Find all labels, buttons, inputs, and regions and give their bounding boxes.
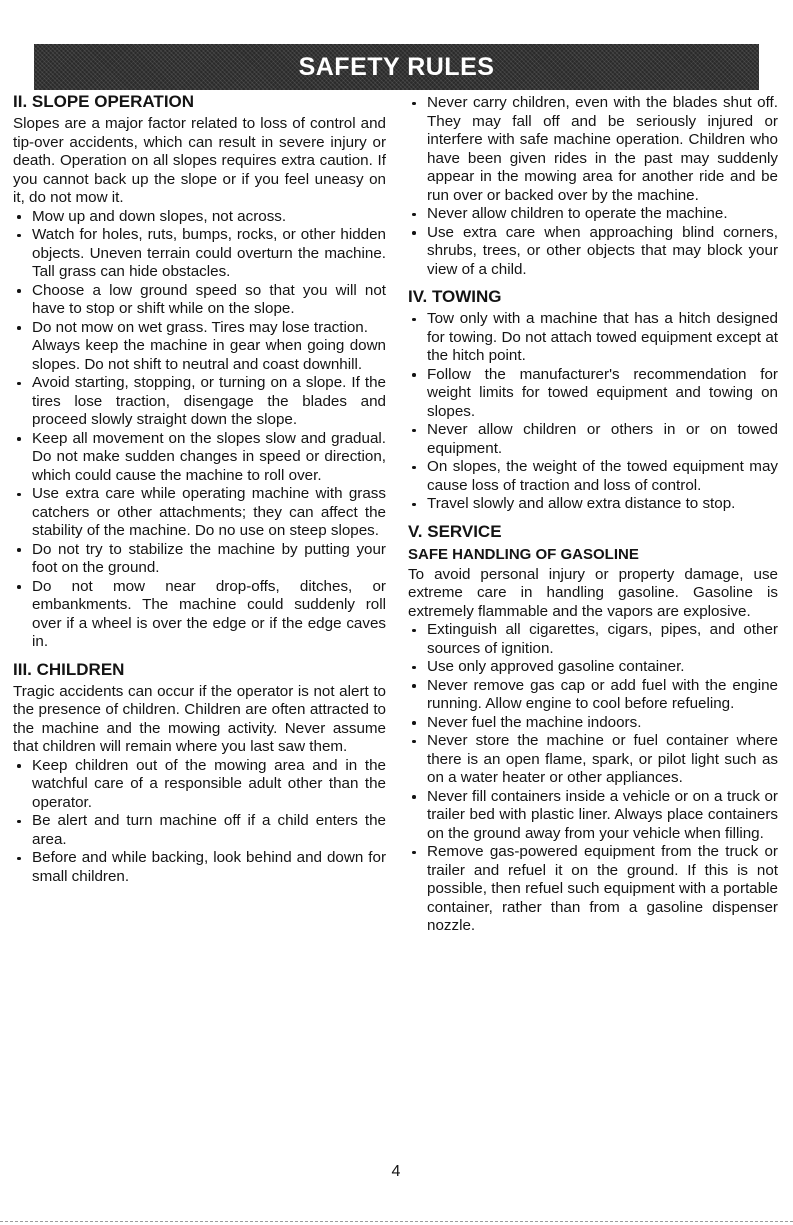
list-item: Never carry children, even with the blades shut off. They may fall off and be seriously injured or interfere with safe machine operation. Children who have been given rides in the past may suddenly appear in the mowing area for another ride and be run over or backed over by the machine. <box>408 94 778 205</box>
list-item: Keep all movement on the slopes slow and gradual. Do not make sudden changes in speed or direction, which could cause the machine to roll over. <box>13 430 386 486</box>
list-item: On slopes, the weight of the towed equipment may cause loss of traction and loss of control. <box>408 458 778 495</box>
list-item: Tow only with a machine that has a hitch designed for towing. Do not attach towed equipment except at the hitch point. <box>408 310 778 366</box>
list-item: Never fill containers inside a vehicle or on a truck or trailer bed with plastic liner. Always place containers on the ground away from your vehicle when filling. <box>408 788 778 844</box>
list-item: Travel slowly and allow extra distance to stop. <box>408 495 778 514</box>
list-item: Follow the manufacturer's recommendation for weight limits for towed equipment and towing on slopes. <box>408 366 778 422</box>
service-intro: To avoid personal injury or property damage, use extreme care in handling gasoline. Gasoline is extremely flammable and the vapors are explosive. <box>408 565 778 620</box>
list-item: Keep children out of the mowing area and in the watchful care of a responsible adult other than the operator. <box>13 757 386 813</box>
list-item-text: Do not mow on wet grass. Tires may lose traction. <box>32 318 368 336</box>
children-heading: III. CHILDREN <box>13 659 125 679</box>
list-item: Remove gas-powered equipment from the truck or trailer and refuel it on the ground. If this is not possible, then refuel such equipment with a portable container, rather than from a gasoline dispenser nozzle. <box>408 843 778 936</box>
list-item: Do not mow near drop-offs, ditches, or embankments. The machine could suddenly roll over if a wheel is over the edge or if the edge caves in. <box>13 578 386 652</box>
bottom-divider <box>0 1221 793 1222</box>
list-item <box>13 319 386 375</box>
list-item: Before and while backing, look behind and down for small children. <box>13 849 386 886</box>
list-item: Choose a low ground speed so that you will not have to stop or shift while on the slope. <box>13 282 386 319</box>
children-intro: Tragic accidents can occur if the operator is not alert to the presence of children. Children are often attracted to the machine and the mowing activity. Never assume that children will remain where you last saw them. <box>13 682 386 755</box>
list-item: Use only approved gasoline container. <box>408 658 778 677</box>
section-banner <box>34 44 759 90</box>
service-list <box>408 621 778 936</box>
list-item: Never fuel the machine indoors. <box>408 714 778 733</box>
slope-heading: II. SLOPE OPERATION <box>13 92 195 111</box>
towing-list <box>408 310 778 514</box>
gasoline-subheading: SAFE HANDLING OF GASOLINE <box>408 545 639 563</box>
page-number: 4 <box>391 1163 401 1180</box>
list-item: Never store the machine or fuel container where there is an open flame, spark, or pilot light such as on a water heater or other appliances. <box>408 732 778 788</box>
list-item: Use extra care when approaching blind corners, shrubs, trees, or other objects that may block your view of a child. <box>408 224 778 280</box>
slope-list <box>13 208 386 652</box>
list-item: Do not try to stabilize the machine by putting your foot on the ground. <box>13 541 386 578</box>
towing-heading: IV. TOWING <box>408 287 502 306</box>
list-item: Never allow children to operate the machine. <box>408 205 778 224</box>
service-heading: V. SERVICE <box>408 521 502 541</box>
list-item-continuation: Always keep the machine in gear when going down slopes. Do not shift to neutral and coast downhill. <box>32 337 386 373</box>
list-item: Extinguish all cigarettes, cigars, pipes, and other sources of ignition. <box>408 621 778 658</box>
banner-title: SAFETY RULES <box>298 52 495 81</box>
list-item: Be alert and turn machine off if a child enters the area. <box>13 812 386 849</box>
list-item: Never remove gas cap or add fuel with the engine running. Allow engine to cool before refueling. <box>408 677 778 714</box>
list-item: Watch for holes, ruts, bumps, rocks, or other hidden objects. Uneven terrain could overturn the machine. Tall grass can hide obstacles. <box>13 226 386 282</box>
list-item: Use extra care while operating machine with grass catchers or other attachments; they can affect the stability of the machine. Do no use on steep slopes. <box>13 485 386 541</box>
slope-intro: Slopes are a major factor related to loss of control and tip-over accidents, which can result in severe injury or death. Operation on all slopes requires extra caution. If you cannot back up the slope or if you feel uneasy on it, do not mow it. <box>13 115 386 206</box>
children-list-right <box>408 94 778 279</box>
list-item: Avoid starting, stopping, or turning on a slope. If the tires lose traction, disengage the blades and proceed slowly straight down the slope. <box>13 374 386 430</box>
right-column <box>408 94 778 936</box>
children-list-left <box>13 757 386 887</box>
list-item: Never allow children or others in or on towed equipment. <box>408 421 778 458</box>
list-item: Mow up and down slopes, not across. <box>13 208 386 227</box>
left-column <box>13 92 386 886</box>
